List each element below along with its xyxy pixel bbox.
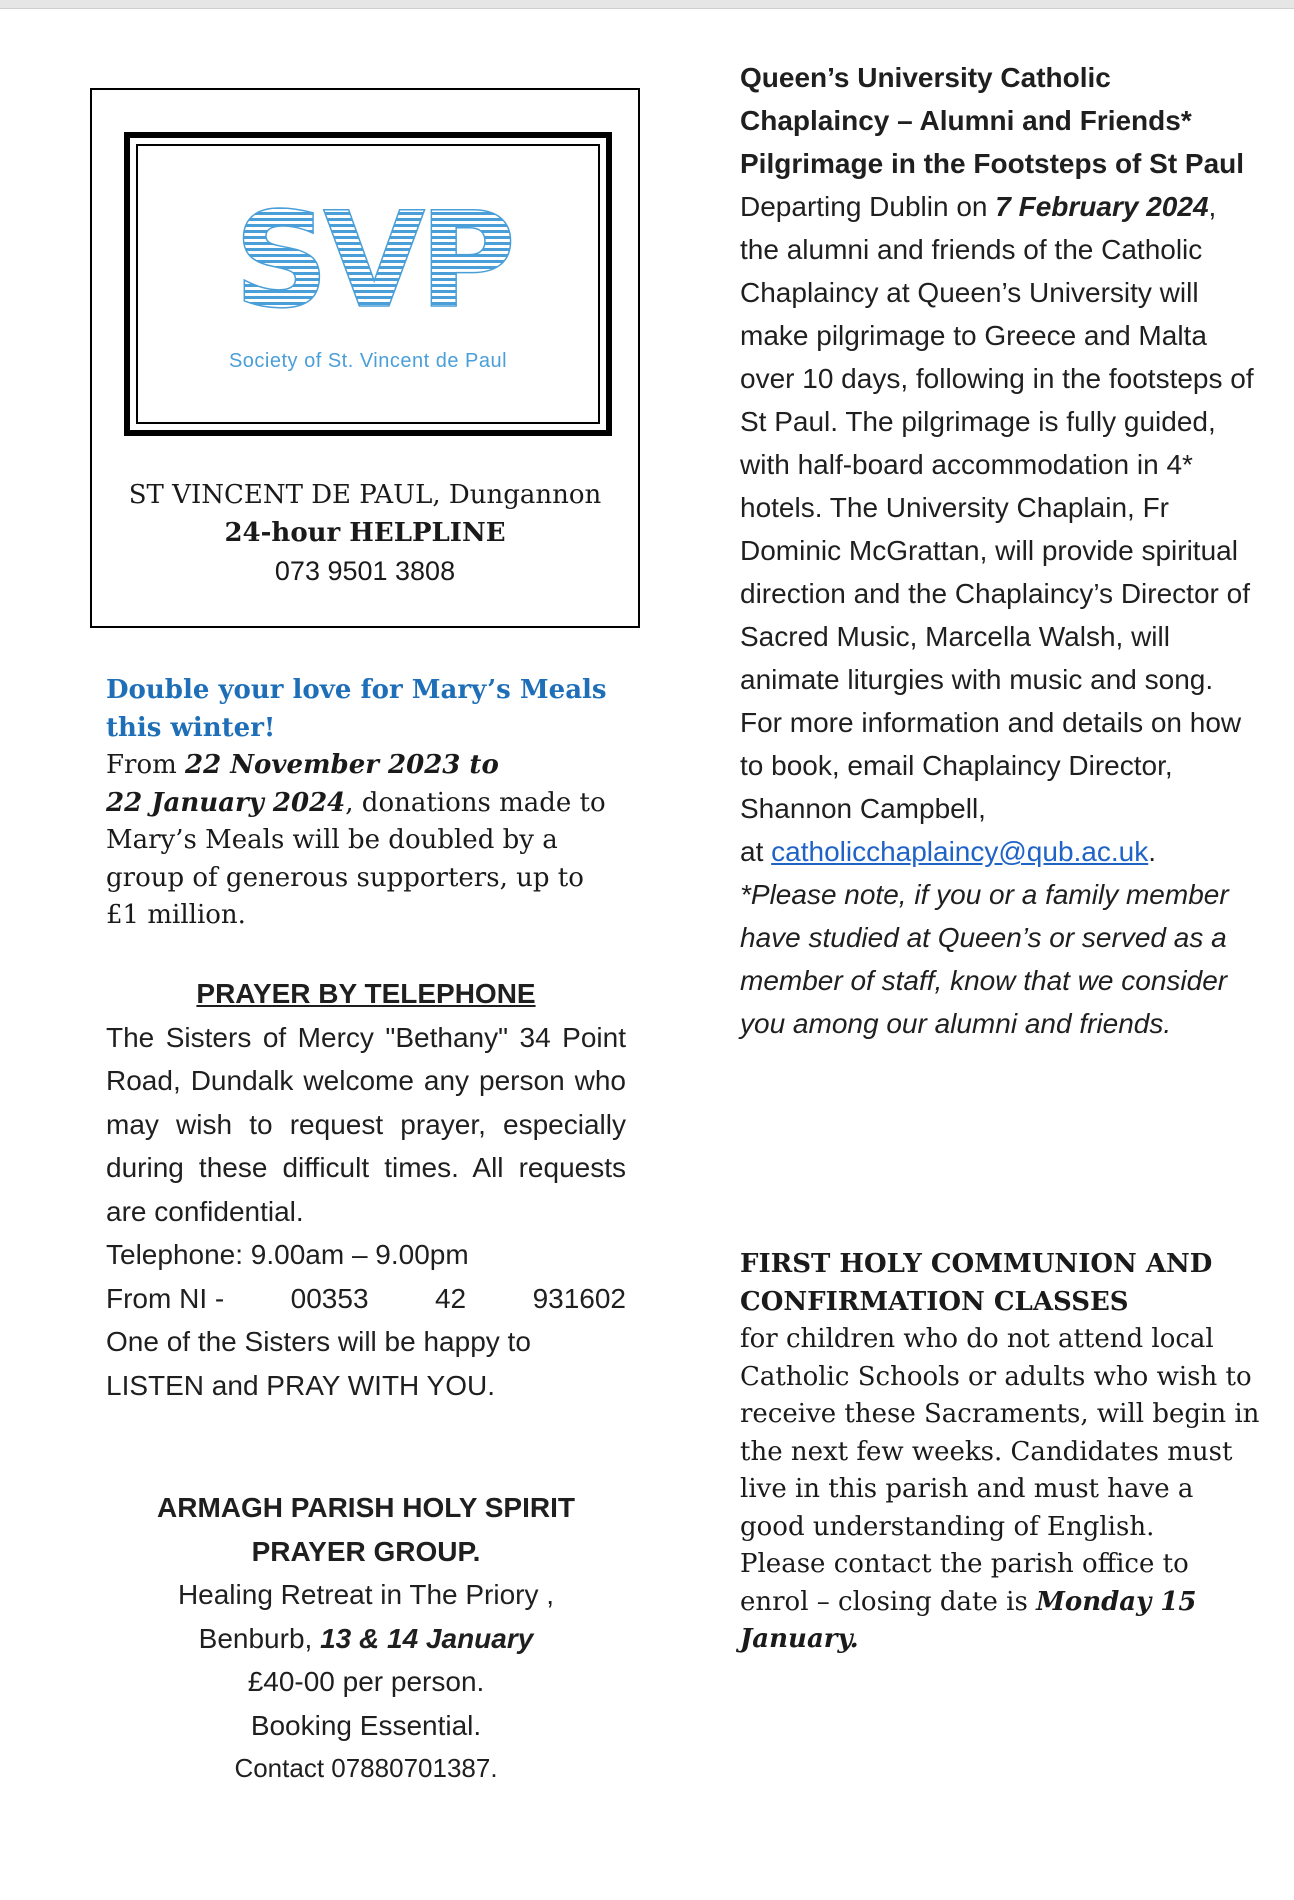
qub-body: Departing Dublin on 7 February 2024, the alumni and friends of the Catholic Chaplaincy at Queen’s University will make pilgrimage to Greece and Malta over 10 days, following in the footsteps of St Paul. The pilgrimage is fully guided, with half-board accommodation in 4* hotels. The University Chaplain, Fr Dominic McGrattan, will provide spiritual direction and the Chaplaincy’s Director of Sacred Music, Marcella Walsh, will animate liturgies with music and song. For more information and details on how to book, email Chaplaincy Director, Shannon Campbell, — [740, 191, 1254, 824]
marys-date1: 22 November 2023 to — [185, 750, 499, 780]
logo-letters-text: SVP — [234, 206, 510, 316]
svp-line1: ST VINCENT DE PAUL, Dungannon — [128, 480, 602, 510]
armagh-contact: Contact 07880701387. — [234, 1753, 498, 1783]
marys-date2: 22 January 2024 — [106, 787, 346, 818]
marys-from: From — [106, 750, 186, 780]
svp-helpline-text — [92, 476, 638, 590]
qub-pilgrimage-notice: Queen’s University Catholic Chaplaincy – Alumni and Friends* Pilgrimage in the Footsteps of St Paul Departing Dublin on 7 February 2024, the alumni and friends of the Catholic Chaplaincy at Queen’s University will make pilgrimage to Greece and Malta over 10 days, following in the footsteps of St Paul. The pilgrimage is fully guided, with half-board accommodation in 4* hotels. The University Chaplain, Fr Dominic McGrattan, will provide spiritual direction and the Chaplaincy’s Director of Sacred Music, Marcella Walsh, will animate liturgies with music and song. For more information and details on how to book, email Chaplaincy Director, Shannon Campbell, at catholicchaplaincy@qub.ac.uk. *Please note, if you or a family member have studied at Queen’s or served as a member of staff, know that we consider you among our alumni and friends. — [740, 56, 1260, 1045]
marys-meals-heading-line2: this winter! — [106, 712, 276, 743]
prayer-ni-num1: 00353 — [290, 1282, 369, 1314]
qub-note: *Please note, if you or a family member have studied at Queen’s or served as a member of staff, know that we consider you among our alumni and friends. — [740, 879, 1229, 1039]
armagh-line2-date: 13 & 14 January — [320, 1622, 534, 1654]
communion-body: for children who do not attend local Catholic Schools or adults who wish to receive these Sacraments, will begin in the next few weeks. Candidates must live in this parish and must have a good understanding of English. — [740, 1324, 1260, 1542]
armagh-booking: Booking Essential. — [250, 1709, 482, 1741]
armagh-title1: ARMAGH PARISH HOLY SPIRIT — [157, 1492, 575, 1523]
prayer-ni-num3: 931602 — [532, 1282, 626, 1314]
prayer-closing2: LISTEN and PRAY WITH YOU. — [106, 1369, 496, 1401]
prayer-ni-label: From NI - — [106, 1282, 225, 1314]
armagh-line2-plain: Benburb, — [198, 1622, 321, 1654]
marys-body4: £1 million. — [106, 900, 246, 930]
svp-helpline-label: 24-hour HELPLINE — [224, 518, 506, 548]
qub-email-link[interactable]: catholicchaplaincy@qub.ac.uk — [771, 836, 1149, 867]
svp-notice-box — [90, 88, 640, 628]
svp-logo — [124, 132, 612, 436]
prayer-telephone-hours: Telephone: 9.00am – 9.00pm — [106, 1239, 469, 1270]
window-top-border — [0, 0, 1294, 9]
marys-body3: group of generous supporters, up to — [106, 862, 584, 893]
prayer-ni-number-row — [106, 1277, 626, 1321]
marys-meals-notice — [106, 672, 646, 935]
marys-body2: Mary’s Meals will be doubled by a — [106, 825, 558, 855]
armagh-price: £40-00 per person. — [247, 1666, 485, 1697]
logo-caption: Society of St. Vincent de Paul — [228, 350, 508, 372]
qub-date: 7 February 2024 — [995, 191, 1209, 222]
prayer-by-telephone-notice — [106, 972, 626, 1407]
communion-closing-date: Monday 15 January. — [740, 1586, 1197, 1654]
svp-logo-mark — [152, 206, 592, 316]
armagh-prayer-group-notice — [106, 1486, 626, 1791]
prayer-closing1: One of the Sisters will be happy to — [106, 1326, 531, 1357]
communion-contact: Please contact the parish office to enrol – closing date is — [740, 1549, 1189, 1617]
communion-title: FIRST HOLY COMMUNION AND CONFIRMATION CLASSES — [740, 1249, 1213, 1317]
prayer-title: PRAYER BY TELEPHONE — [196, 978, 536, 1009]
marys-meals-heading-line1: Double your love for Mary’s Meals — [106, 675, 607, 705]
prayer-body: The Sisters of Mercy "Bethany" 34 Point Road, Dundalk welcome any person who may wish to request prayer, especially during these difficult times. All requests are confidential. — [106, 1021, 626, 1227]
prayer-ni-num2: 42 — [434, 1282, 467, 1314]
armagh-line1: Healing Retreat in The Priory , — [177, 1579, 555, 1610]
qub-title: Queen’s University Catholic Chaplaincy – Alumni and Friends* Pilgrimage in the Footsteps of St Paul — [740, 62, 1245, 179]
communion-confirmation-notice — [740, 1246, 1260, 1659]
marys-body1: , donations made to — [345, 787, 606, 818]
svp-helpline-number: 073 9501 3808 — [274, 556, 456, 586]
armagh-title2: PRAYER GROUP. — [251, 1535, 481, 1567]
